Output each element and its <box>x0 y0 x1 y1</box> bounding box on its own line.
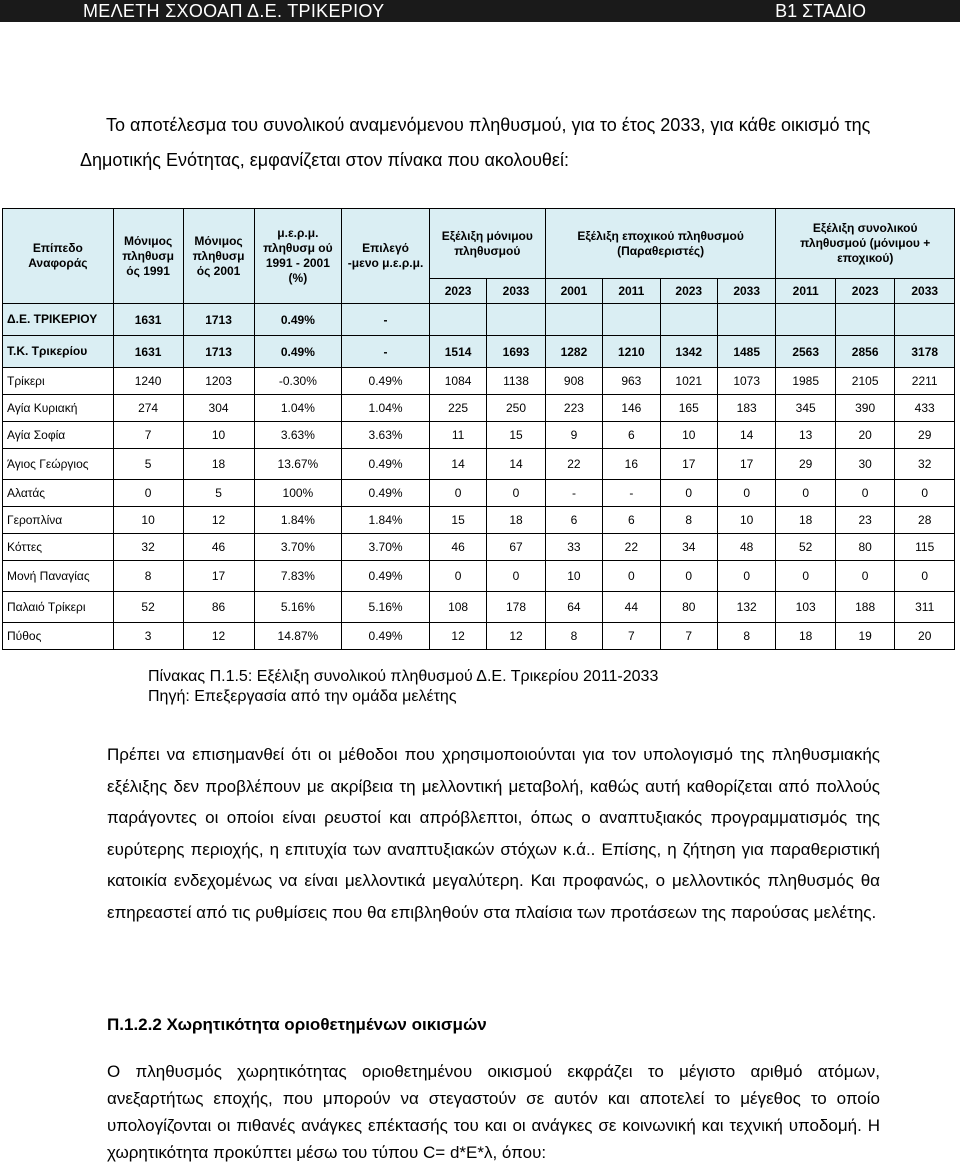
cell: 12 <box>183 507 254 534</box>
row-label: Κόττες <box>3 534 114 561</box>
cell: 46 <box>429 534 486 561</box>
cell: 10 <box>545 561 602 592</box>
cell: 2563 <box>776 336 835 368</box>
year-cell: 2033 <box>487 279 545 304</box>
cell: 44 <box>603 592 660 623</box>
cell <box>660 304 717 336</box>
header-seasonal-evolution: Εξέλιξη εποχικού πληθυσμού (Παραθεριστές) <box>545 209 776 279</box>
row-label: Μονή Παναγίας <box>3 561 114 592</box>
header-stage: Β1 ΣΤΑΔΙΟ <box>775 0 866 21</box>
cell: 29 <box>776 449 835 480</box>
cell: - <box>342 304 430 336</box>
cell: 1713 <box>183 304 254 336</box>
table-row-municipal-unit <box>3 304 955 336</box>
capacity-paragraph: Ο πληθυσμός χωρητικότητας οριοθετημένου οικισμού εκφράζει το μέγιστο αριθμό ατόμων, ανεξαρτήτως εποχής, που μπορούν να στεγαστούν σε αυτόν και αποτελεί το μέγεθος το οποίο υπολογίζονται οι πιθανές ανάγκες επέκτασής του και οι ανάγκες σε κοινωνική και τεχνική υποδομή. Η χωρητικότητα προκύπτει μέσω του τύπου C= d*E*λ, όπου: <box>107 1062 880 1162</box>
row-label: Αγία Κυριακή <box>3 395 114 422</box>
cell: 17 <box>183 561 254 592</box>
cell: 0 <box>113 480 183 507</box>
cell: 6 <box>603 422 660 449</box>
cell: 2211 <box>895 368 955 395</box>
cell: 7 <box>113 422 183 449</box>
cell: 13.67% <box>254 449 342 480</box>
cell: 1514 <box>429 336 486 368</box>
cell <box>895 304 955 336</box>
cell: 1203 <box>183 368 254 395</box>
cell: - <box>342 336 430 368</box>
cell: 14.87% <box>254 623 342 650</box>
year-cell: 2011 <box>776 279 835 304</box>
table-row <box>3 480 955 507</box>
cell: 0.49% <box>254 336 342 368</box>
header-permanent-evolution: Εξέλιξη μόνιμου πληθυσμού <box>429 209 545 279</box>
cell: 1.04% <box>254 395 342 422</box>
cell: 3178 <box>895 336 955 368</box>
cell: 1073 <box>717 368 775 395</box>
cell: 7.83% <box>254 561 342 592</box>
cell: 18 <box>776 623 835 650</box>
methodology-paragraph: Πρέπει να επισημανθεί ότι οι μέθοδοι που χρησιμοποιούνται για τον υπολογισμό της πληθυσμιακής εξέλιξης δεν προβλέπουν με ακρίβεια τη μελλοντική μεταβολή, καθώς αυτή καθορίζεται από πολλούς παράγοντες οι οποίοι είναι ρευστοί και απρόβλεπτοι, όπως ο αναπτυξιακός προγραμματισμός της ευρύτερης περιοχής, η επιτυχία των αναπτυξιακών στόχων κ.ά.. Επίσης, η ζήτηση για παραθεριστική κατοικία ενδεχομένως να είναι μελλοντικά μεγαλύτερη. Και προφανώς, ο μελλοντικός πληθυσμός θα επηρεαστεί από τις ρυθμίσεις που θα επιβληθούν στα πλαίσια των προτάσεων της παρούσας μελέτης. <box>107 745 880 922</box>
table-row <box>3 368 955 395</box>
cell: 0 <box>660 480 717 507</box>
cell <box>429 304 486 336</box>
cell: 16 <box>603 449 660 480</box>
cell: 11 <box>429 422 486 449</box>
cell <box>545 304 602 336</box>
cell: 10 <box>717 507 775 534</box>
cell: 29 <box>895 422 955 449</box>
cell: 46 <box>183 534 254 561</box>
table-row <box>3 561 955 592</box>
cell: 115 <box>895 534 955 561</box>
cell: 18 <box>776 507 835 534</box>
cell: 34 <box>660 534 717 561</box>
cell: 1985 <box>776 368 835 395</box>
cell: 12 <box>429 623 486 650</box>
cell: 0 <box>487 561 545 592</box>
year-cell: 2023 <box>660 279 717 304</box>
cell: 103 <box>776 592 835 623</box>
cell: 2856 <box>835 336 894 368</box>
row-label: Παλαιό Τρίκερι <box>3 592 114 623</box>
cell: 0 <box>717 480 775 507</box>
cell: 2105 <box>835 368 894 395</box>
header-perm-2001: Μόνιμος πληθυσμ ός 2001 <box>183 209 254 304</box>
cell: 64 <box>545 592 602 623</box>
cell: 225 <box>429 395 486 422</box>
cell: 48 <box>717 534 775 561</box>
header-perm-1991: Μόνιμος πληθυσμ ός 1991 <box>113 209 183 304</box>
cell: 8 <box>717 623 775 650</box>
cell: 15 <box>429 507 486 534</box>
cell: 1.84% <box>342 507 430 534</box>
cell: 14 <box>429 449 486 480</box>
table-row <box>3 507 955 534</box>
cell: 345 <box>776 395 835 422</box>
row-label: Γεροπλίνα <box>3 507 114 534</box>
cell: 86 <box>183 592 254 623</box>
cell: 30 <box>835 449 894 480</box>
cell: 6 <box>545 507 602 534</box>
cell: 433 <box>895 395 955 422</box>
cell: 0.49% <box>342 623 430 650</box>
cell: 274 <box>113 395 183 422</box>
cell: 0 <box>429 480 486 507</box>
cell: 9 <box>545 422 602 449</box>
cell: 13 <box>776 422 835 449</box>
table-row-local-community <box>3 336 955 368</box>
cell: 1021 <box>660 368 717 395</box>
cell: 80 <box>660 592 717 623</box>
cell <box>487 304 545 336</box>
year-cell: 2023 <box>835 279 894 304</box>
cell: 8 <box>660 507 717 534</box>
header-total-evolution: Εξέλιξη συνολικού πληθυσμού (μόνιμου + εποχικού) <box>776 209 955 279</box>
cell: 183 <box>717 395 775 422</box>
header-growth-rate: μ.ε.ρ.μ. πληθυσμ ού 1991 - 2001 (%) <box>254 209 342 304</box>
population-table <box>2 208 955 650</box>
cell: 1240 <box>113 368 183 395</box>
cell: 1084 <box>429 368 486 395</box>
cell: 8 <box>545 623 602 650</box>
cell: 23 <box>835 507 894 534</box>
cell: 17 <box>717 449 775 480</box>
caption-title: Πίνακας Π.1.5: Εξέλιξη συνολικού πληθυσμού Δ.Ε. Τρικερίου 2011-2033 <box>148 668 659 685</box>
cell: 0 <box>660 561 717 592</box>
cell: 12 <box>183 623 254 650</box>
cell: 14 <box>487 449 545 480</box>
table-row <box>3 534 955 561</box>
cell: 32 <box>895 449 955 480</box>
section-title: Π.1.2.2 Χωρητικότητα οριοθετημένων οικισμών <box>107 1015 487 1034</box>
row-label: Αγία Σοφία <box>3 422 114 449</box>
cell <box>603 304 660 336</box>
cell: 1713 <box>183 336 254 368</box>
cell: 18 <box>487 507 545 534</box>
year-cell: 2033 <box>895 279 955 304</box>
cell: 0 <box>717 561 775 592</box>
cell: 12 <box>487 623 545 650</box>
cell: 0 <box>776 561 835 592</box>
cell: 1631 <box>113 304 183 336</box>
cell <box>776 304 835 336</box>
row-label: Αλατάς <box>3 480 114 507</box>
cell: 3.70% <box>254 534 342 561</box>
settlement-rows <box>3 368 955 650</box>
cell: 146 <box>603 395 660 422</box>
table-row <box>3 395 955 422</box>
cell: 0.49% <box>342 561 430 592</box>
cell: 3 <box>113 623 183 650</box>
caption-source: Πηγή: Επεξεργασία από την ομάδα μελέτης <box>148 688 457 705</box>
cell: 0 <box>835 480 894 507</box>
cell: 108 <box>429 592 486 623</box>
cell: 5 <box>183 480 254 507</box>
cell: 20 <box>895 623 955 650</box>
cell: 0 <box>776 480 835 507</box>
row-label: Πύθος <box>3 623 114 650</box>
cell: 1485 <box>717 336 775 368</box>
cell: 188 <box>835 592 894 623</box>
cell: 132 <box>717 592 775 623</box>
cell: 15 <box>487 422 545 449</box>
cell: 3.63% <box>342 422 430 449</box>
table-caption <box>148 667 658 707</box>
cell: 20 <box>835 422 894 449</box>
cell: 0 <box>835 561 894 592</box>
cell <box>717 304 775 336</box>
cell: - <box>545 480 602 507</box>
year-cell: 2011 <box>603 279 660 304</box>
cell: 0 <box>895 561 955 592</box>
cell: 0.49% <box>342 449 430 480</box>
cell: 67 <box>487 534 545 561</box>
cell: 32 <box>113 534 183 561</box>
cell: 0 <box>487 480 545 507</box>
year-cell: 2001 <box>545 279 602 304</box>
cell: 3.70% <box>342 534 430 561</box>
cell: -0.30% <box>254 368 342 395</box>
cell: 5.16% <box>254 592 342 623</box>
cell: 0.49% <box>342 480 430 507</box>
cell: 33 <box>545 534 602 561</box>
table-row <box>3 623 955 650</box>
cell: 1282 <box>545 336 602 368</box>
table-row <box>3 422 955 449</box>
cell: 52 <box>113 592 183 623</box>
cell: 0.49% <box>342 368 430 395</box>
cell: 5 <box>113 449 183 480</box>
cell: 18 <box>183 449 254 480</box>
cell: 0 <box>603 561 660 592</box>
cell: 7 <box>603 623 660 650</box>
cell: 311 <box>895 592 955 623</box>
cell: 10 <box>660 422 717 449</box>
cell: 178 <box>487 592 545 623</box>
table-row <box>3 592 955 623</box>
cell: 52 <box>776 534 835 561</box>
cell: 14 <box>717 422 775 449</box>
cell: 908 <box>545 368 602 395</box>
cell: 3.63% <box>254 422 342 449</box>
cell: 10 <box>183 422 254 449</box>
cell: 1631 <box>113 336 183 368</box>
intro-paragraph: Το αποτέλεσμα του συνολικού αναμενόμενου πληθυσμού, για το έτος 2033, για κάθε οικισμό της Δημοτικής Ενότητας, εμφανίζεται στον πίνακα που ακολουθεί: <box>80 115 871 170</box>
cell: 390 <box>835 395 894 422</box>
cell: 22 <box>545 449 602 480</box>
cell: 8 <box>113 561 183 592</box>
row-label: Δ.Ε. ΤΡΙΚΕΡΙΟΥ <box>3 304 114 336</box>
cell: 1.84% <box>254 507 342 534</box>
header-title: ΜΕΛΕΤΗ ΣΧΟΟΑΠ Δ.Ε. ΤΡΙΚΕΡΙΟΥ <box>83 0 385 21</box>
cell: 5.16% <box>342 592 430 623</box>
cell: 304 <box>183 395 254 422</box>
table-row <box>3 449 955 480</box>
page-header <box>0 0 960 22</box>
cell: 0 <box>895 480 955 507</box>
year-cell: 2033 <box>717 279 775 304</box>
cell: 165 <box>660 395 717 422</box>
cell: 17 <box>660 449 717 480</box>
cell: 1693 <box>487 336 545 368</box>
cell: 963 <box>603 368 660 395</box>
cell: 1138 <box>487 368 545 395</box>
header-chosen-rate: Επιλεγό -μενο μ.ε.ρ.μ. <box>342 209 430 304</box>
row-label: Άγιος Γεώργιος <box>3 449 114 480</box>
cell: 250 <box>487 395 545 422</box>
cell: 7 <box>660 623 717 650</box>
cell: 1.04% <box>342 395 430 422</box>
cell: 6 <box>603 507 660 534</box>
cell: 0.49% <box>254 304 342 336</box>
row-label: Τρίκερι <box>3 368 114 395</box>
year-cell: 2023 <box>429 279 486 304</box>
cell: 0 <box>429 561 486 592</box>
cell: 80 <box>835 534 894 561</box>
cell: 100% <box>254 480 342 507</box>
cell: 28 <box>895 507 955 534</box>
cell <box>835 304 894 336</box>
cell: - <box>603 480 660 507</box>
cell: 1210 <box>603 336 660 368</box>
cell: 223 <box>545 395 602 422</box>
cell: 19 <box>835 623 894 650</box>
cell: 1342 <box>660 336 717 368</box>
row-label: Τ.Κ. Τρικερίου <box>3 336 114 368</box>
cell: 10 <box>113 507 183 534</box>
cell: 22 <box>603 534 660 561</box>
header-level: Επίπεδο Αναφοράς <box>3 209 114 304</box>
